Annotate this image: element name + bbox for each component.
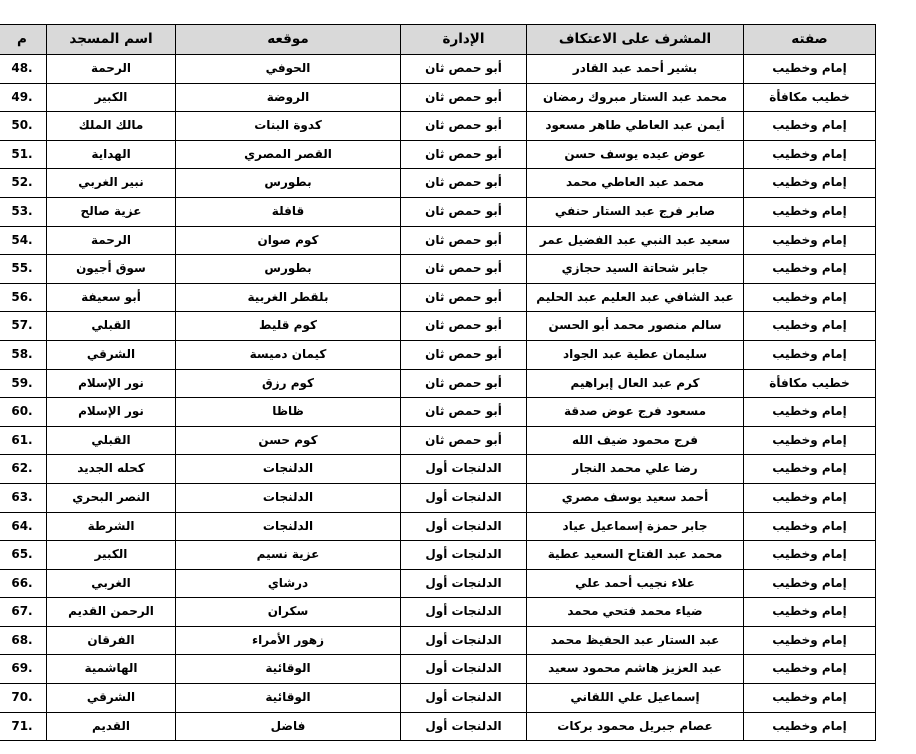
cell-number: 65. — [0, 541, 47, 570]
cell-location: الحوفي — [176, 55, 401, 84]
cell-supervisor: محمد عبد الفتاح السعيد عطية — [527, 541, 744, 570]
cell-role: إمام وخطيب — [744, 712, 876, 741]
cell-role: إمام وخطيب — [744, 541, 876, 570]
cell-mosque: الرحمة — [47, 55, 176, 84]
cell-number: 63. — [0, 483, 47, 512]
cell-number: 59. — [0, 369, 47, 398]
cell-admin: أبو حمص ثان — [401, 426, 527, 455]
table-row — [0, 83, 876, 112]
cell-admin: أبو حمص ثان — [401, 55, 527, 84]
table-row — [0, 340, 876, 369]
cell-admin: أبو حمص ثان — [401, 140, 527, 169]
cell-number: 56. — [0, 283, 47, 312]
cell-mosque: القديم — [47, 712, 176, 741]
table-row — [0, 455, 876, 484]
cell-location: سكران — [176, 598, 401, 627]
column-header-mosque: اسم المسجد — [47, 25, 176, 55]
cell-location: درشاي — [176, 569, 401, 598]
cell-supervisor: محمد عبد العاطي محمد — [527, 169, 744, 198]
cell-role: إمام وخطيب — [744, 398, 876, 427]
cell-admin: الدلنجات أول — [401, 712, 527, 741]
cell-supervisor: مسعود فرج عوض صدقة — [527, 398, 744, 427]
cell-role: إمام وخطيب — [744, 312, 876, 341]
column-header-location: موقعه — [176, 25, 401, 55]
cell-mosque: أبو سعيفة — [47, 283, 176, 312]
cell-admin: الدلنجات أول — [401, 626, 527, 655]
cell-supervisor: عصام جبريل محمود بركات — [527, 712, 744, 741]
cell-admin: الدلنجات أول — [401, 455, 527, 484]
cell-mosque: الشرطة — [47, 512, 176, 541]
cell-admin: الدلنجات أول — [401, 598, 527, 627]
cell-number: 49. — [0, 83, 47, 112]
cell-number: 58. — [0, 340, 47, 369]
cell-supervisor: إسماعيل علي اللقاني — [527, 684, 744, 713]
cell-role: إمام وخطيب — [744, 255, 876, 284]
cell-supervisor: صابر فرج عبد الستار حنفي — [527, 197, 744, 226]
cell-role: خطيب مكافأة — [744, 83, 876, 112]
table-row — [0, 598, 876, 627]
column-header-supervisor: المشرف على الاعتكاف — [527, 25, 744, 55]
cell-location: بلقطر الغربية — [176, 283, 401, 312]
cell-number: 66. — [0, 569, 47, 598]
cell-admin: أبو حمص ثان — [401, 312, 527, 341]
cell-mosque: الغربي — [47, 569, 176, 598]
cell-location: زهور الأمراء — [176, 626, 401, 655]
cell-supervisor: سليمان عطية عبد الجواد — [527, 340, 744, 369]
table-row — [0, 55, 876, 84]
cell-mosque: كحله الجديد — [47, 455, 176, 484]
cell-number: 52. — [0, 169, 47, 198]
cell-role: إمام وخطيب — [744, 426, 876, 455]
cell-supervisor: عبد الستار عبد الحفيظ محمد — [527, 626, 744, 655]
table-row — [0, 140, 876, 169]
cell-number: 70. — [0, 684, 47, 713]
table-row — [0, 255, 876, 284]
cell-supervisor: محمد عبد الستار مبروك رمضان — [527, 83, 744, 112]
cell-mosque: سوق أجيون — [47, 255, 176, 284]
cell-admin: الدلنجات أول — [401, 483, 527, 512]
cell-supervisor: جابر شحاتة السيد حجازي — [527, 255, 744, 284]
cell-number: 71. — [0, 712, 47, 741]
cell-role: إمام وخطيب — [744, 197, 876, 226]
cell-admin: أبو حمص ثان — [401, 283, 527, 312]
cell-supervisor: عبد العزيز هاشم محمود سعيد — [527, 655, 744, 684]
table-row — [0, 283, 876, 312]
cell-role: إمام وخطيب — [744, 283, 876, 312]
cell-role: إمام وخطيب — [744, 569, 876, 598]
cell-admin: أبو حمص ثان — [401, 112, 527, 141]
cell-supervisor: جابر حمزة إسماعيل عياد — [527, 512, 744, 541]
table-row — [0, 369, 876, 398]
cell-mosque: عزية صالح — [47, 197, 176, 226]
cell-supervisor: رضا علي محمد النجار — [527, 455, 744, 484]
table-body — [0, 55, 876, 741]
table-row — [0, 626, 876, 655]
cell-supervisor: عبد الشافي عبد العليم عبد الحليم — [527, 283, 744, 312]
cell-location: الوقائية — [176, 684, 401, 713]
cell-location: كوم قليط — [176, 312, 401, 341]
cell-number: 62. — [0, 455, 47, 484]
cell-mosque: الكبير — [47, 541, 176, 570]
table-row — [0, 541, 876, 570]
cell-mosque: مالك الملك — [47, 112, 176, 141]
cell-location: ظاظا — [176, 398, 401, 427]
cell-supervisor: سالم منصور محمد أبو الحسن — [527, 312, 744, 341]
cell-admin: الدلنجات أول — [401, 569, 527, 598]
cell-admin: أبو حمص ثان — [401, 83, 527, 112]
cell-mosque: الرحمن القديم — [47, 598, 176, 627]
cell-number: 48. — [0, 55, 47, 84]
table-row — [0, 512, 876, 541]
cell-role: إمام وخطيب — [744, 626, 876, 655]
cell-location: الروضة — [176, 83, 401, 112]
table-row — [0, 398, 876, 427]
cell-mosque: النصر البحري — [47, 483, 176, 512]
cell-role: إمام وخطيب — [744, 140, 876, 169]
cell-number: 57. — [0, 312, 47, 341]
cell-role: إمام وخطيب — [744, 55, 876, 84]
cell-location: الدلنجات — [176, 512, 401, 541]
cell-location: قافلة — [176, 197, 401, 226]
cell-admin: أبو حمص ثان — [401, 169, 527, 198]
cell-admin: الدلنجات أول — [401, 684, 527, 713]
cell-role: إمام وخطيب — [744, 112, 876, 141]
cell-mosque: نور الإسلام — [47, 369, 176, 398]
cell-supervisor: ضياء محمد فتحي محمد — [527, 598, 744, 627]
cell-admin: الدلنجات أول — [401, 541, 527, 570]
cell-role: إمام وخطيب — [744, 340, 876, 369]
cell-mosque: نور الإسلام — [47, 398, 176, 427]
table-row — [0, 569, 876, 598]
cell-location: كدوة البنات — [176, 112, 401, 141]
cell-supervisor: عوض عيده يوسف حسن — [527, 140, 744, 169]
cell-admin: أبو حمص ثان — [401, 255, 527, 284]
cell-number: 54. — [0, 226, 47, 255]
cell-number: 51. — [0, 140, 47, 169]
cell-number: 60. — [0, 398, 47, 427]
cell-number: 64. — [0, 512, 47, 541]
cell-number: 69. — [0, 655, 47, 684]
column-header-role: صفته — [744, 25, 876, 55]
cell-supervisor: بشير أحمد عبد القادر — [527, 55, 744, 84]
cell-location: كوم صوان — [176, 226, 401, 255]
cell-role: إمام وخطيب — [744, 655, 876, 684]
cell-supervisor: أيمن عبد العاطي طاهر مسعود — [527, 112, 744, 141]
cell-supervisor: سعيد عبد النبي عبد الفضيل عمر — [527, 226, 744, 255]
cell-role: خطيب مكافأة — [744, 369, 876, 398]
cell-supervisor: أحمد سعيد يوسف مصري — [527, 483, 744, 512]
cell-mosque: القبلي — [47, 312, 176, 341]
cell-number: 50. — [0, 112, 47, 141]
cell-location: فاضل — [176, 712, 401, 741]
cell-location: القصر المصري — [176, 140, 401, 169]
cell-role: إمام وخطيب — [744, 455, 876, 484]
table-row — [0, 197, 876, 226]
mosque-supervisors-table — [0, 24, 876, 741]
cell-location: كوم رزق — [176, 369, 401, 398]
table-header — [0, 25, 876, 55]
cell-admin: أبو حمص ثان — [401, 226, 527, 255]
cell-admin: الدلنجات أول — [401, 655, 527, 684]
cell-location: الدلنجات — [176, 455, 401, 484]
table-row — [0, 169, 876, 198]
cell-role: إمام وخطيب — [744, 226, 876, 255]
table-row — [0, 483, 876, 512]
table-row — [0, 312, 876, 341]
cell-admin: أبو حمص ثان — [401, 197, 527, 226]
cell-mosque: الهاشمية — [47, 655, 176, 684]
cell-admin: أبو حمص ثان — [401, 369, 527, 398]
cell-number: 55. — [0, 255, 47, 284]
cell-role: إمام وخطيب — [744, 169, 876, 198]
cell-number: 61. — [0, 426, 47, 455]
cell-mosque: الكبير — [47, 83, 176, 112]
cell-supervisor: فرج محمود ضيف الله — [527, 426, 744, 455]
column-header-admin: الإدارة — [401, 25, 527, 55]
cell-admin: أبو حمص ثان — [401, 340, 527, 369]
cell-number: 53. — [0, 197, 47, 226]
header-row — [0, 25, 876, 55]
table-row — [0, 712, 876, 741]
table-row — [0, 684, 876, 713]
cell-number: 68. — [0, 626, 47, 655]
cell-mosque: نبير الغربي — [47, 169, 176, 198]
cell-mosque: القبلي — [47, 426, 176, 455]
cell-location: كيمان دميسة — [176, 340, 401, 369]
cell-mosque: الشرقي — [47, 340, 176, 369]
cell-supervisor: كرم عبد العال إبراهيم — [527, 369, 744, 398]
table-row — [0, 655, 876, 684]
table-row — [0, 426, 876, 455]
table-row — [0, 112, 876, 141]
cell-role: إمام وخطيب — [744, 598, 876, 627]
cell-mosque: الرحمة — [47, 226, 176, 255]
table-row — [0, 226, 876, 255]
cell-location: كوم حسن — [176, 426, 401, 455]
cell-role: إمام وخطيب — [744, 684, 876, 713]
cell-admin: أبو حمص ثان — [401, 398, 527, 427]
cell-location: الدلنجات — [176, 483, 401, 512]
column-header-number: م — [0, 25, 47, 55]
cell-number: 67. — [0, 598, 47, 627]
cell-supervisor: علاء نجيب أحمد علي — [527, 569, 744, 598]
cell-role: إمام وخطيب — [744, 512, 876, 541]
cell-admin: الدلنجات أول — [401, 512, 527, 541]
cell-mosque: الشرقي — [47, 684, 176, 713]
cell-mosque: الفرقان — [47, 626, 176, 655]
cell-location: بطورس — [176, 255, 401, 284]
cell-mosque: الهداية — [47, 140, 176, 169]
cell-location: عزية نسيم — [176, 541, 401, 570]
cell-location: بطورس — [176, 169, 401, 198]
cell-role: إمام وخطيب — [744, 483, 876, 512]
cell-location: الوقائية — [176, 655, 401, 684]
